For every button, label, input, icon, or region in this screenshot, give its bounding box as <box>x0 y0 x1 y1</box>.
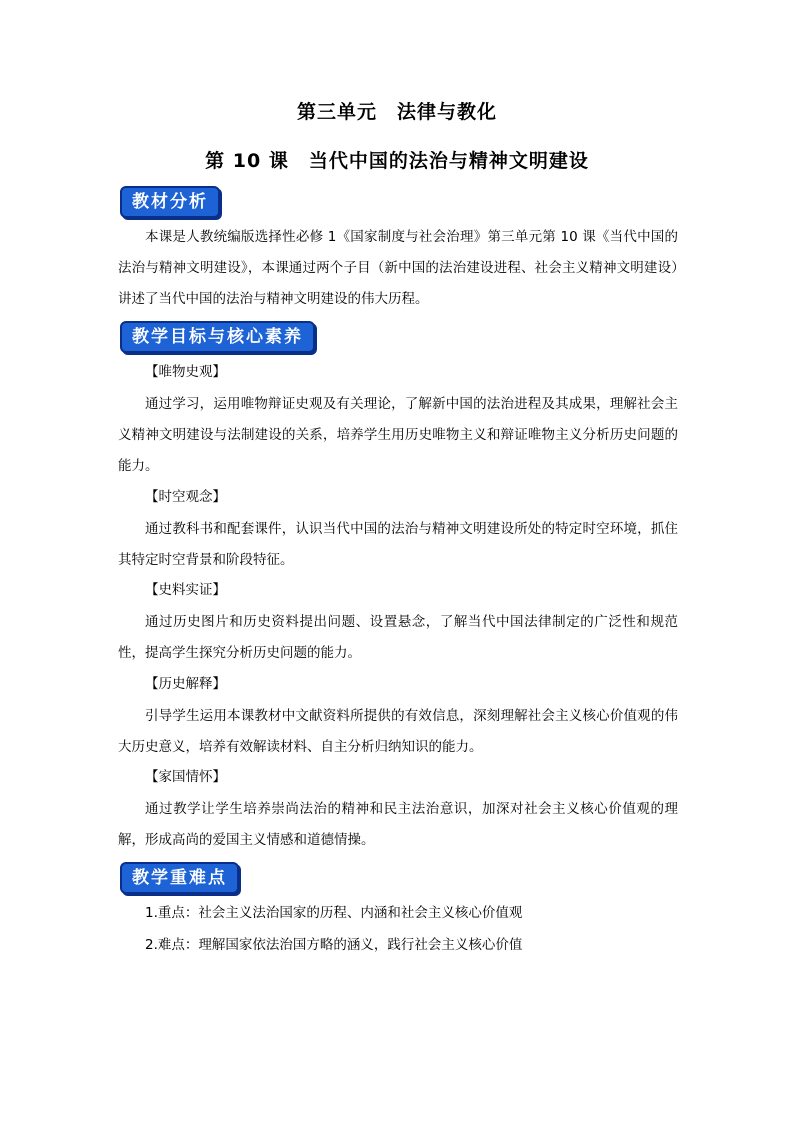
objective-heading-spacetime: 【时空观念】 <box>145 489 226 505</box>
objective-text-interpretation: 引导学生运用本课教材中文献资料所提供的有效信息，深刻理解社会主义核心价值观的伟大历史意义，培养有效解读材料、自主分析归纳知识的能力。 <box>118 708 678 755</box>
unit-title: 第三单元 法律与教化 <box>296 101 497 123</box>
section-banner-objectives: 教学目标与核心素养 <box>120 321 315 353</box>
section-banner-analysis: 教材分析 <box>120 186 220 218</box>
objective-heading-evidence: 【史料实证】 <box>145 582 226 598</box>
keypoint-item: 1.重点：社会主义法治国家的历程、内涵和社会主义核心价值观 <box>145 905 523 921</box>
objective-text-evidence: 通过历史图片和历史资料提出问题、设置悬念，了解当代中国法律制定的广泛性和规范性，提高学生探究分析历史问题的能力。 <box>118 614 678 661</box>
objective-text-materialism: 通过学习，运用唯物辩证史观及有关理论，了解新中国的法治进程及其成果，理解社会主义精神文明建设与法制建设的关系，培养学生用历史唯物主义和辩证唯物主义分析历史问题的能力。 <box>118 396 678 474</box>
objective-heading-patriotism: 【家国情怀】 <box>145 769 226 785</box>
section-banner-keypoints: 教学重难点 <box>120 862 239 894</box>
lesson-title: 第 10 课 当代中国的法治与精神文明建设 <box>205 150 589 172</box>
objective-text-patriotism: 通过教学让学生培养崇尚法治的精神和民主法治意识，加深对社会主义核心价值观的理解，形成高尚的爱国主义情感和道德情操。 <box>118 801 678 848</box>
analysis-paragraph: 本课是人教统编版选择性必修 1《国家制度与社会治理》第三单元第 10 课《当代中国的法治与精神文明建设》，本课通过两个子目（新中国的法治建设进程、社会主义精神文明建设）讲述了当代中国的法治与精神文明建设的伟大历程。 <box>118 229 678 307</box>
objective-heading-materialism: 【唯物史观】 <box>145 364 226 380</box>
keypoint-item: 2.难点：理解国家依法治国方略的涵义，践行社会主义核心价值 <box>145 937 523 953</box>
objective-text-spacetime: 通过教科书和配套课件，认识当代中国的法治与精神文明建设所处的特定时空环境，抓住其特定时空背景和阶段特征。 <box>118 521 678 568</box>
objective-heading-interpretation: 【历史解释】 <box>145 676 226 692</box>
